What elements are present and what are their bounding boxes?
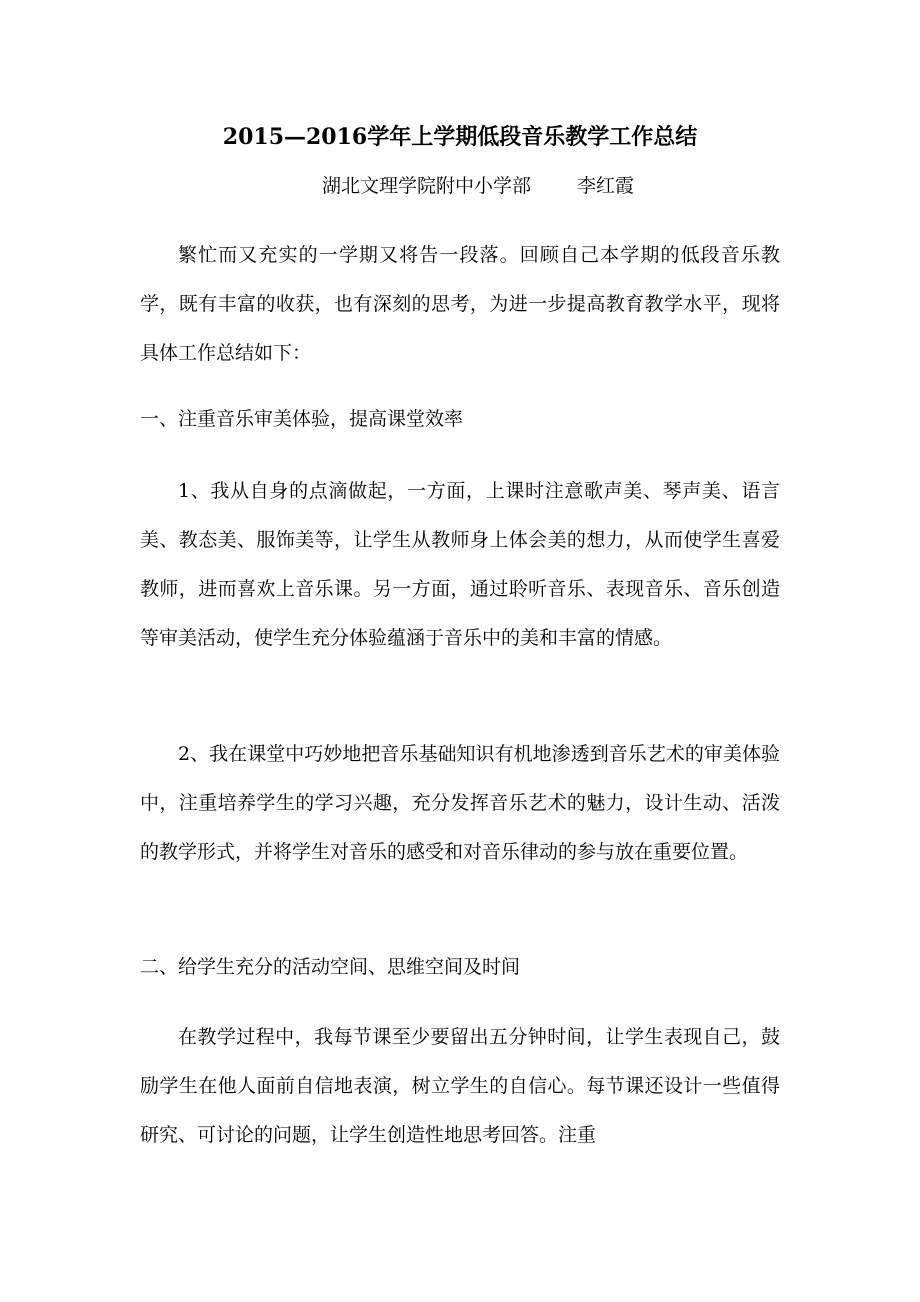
document-title: 2015—2016学年上学期低段音乐教学工作总结 [222,124,698,150]
intro-paragraph: 繁忙而又充实的一学期又将告一段落。回顾自己本学期的低段音乐教学，既有丰富的收获，也有深刻的思考，为进一步提高教育教学水平，现将具体工作总结如下： [140,244,780,364]
section-2-heading: 二、给学生充分的活动空间、思维空间及时间 [140,956,521,978]
section-1-item-1: 1、我从自身的点滴做起，一方面，上课时注意歌声美、琴声美、语言美、教态美、服饰美等，让学生从教师身上体会美的想力，从而使学生喜爱教师，进而喜欢上音乐课。另一方面，通过聆听音乐、表现音乐、音乐创造等审美活动，使学生充分体验蕴涵于音乐中的美和丰富的情感。 [140,480,780,649]
affiliation: 湖北文理学院附中小学部 [322,175,532,197]
section-1-heading: 一、注重音乐审美体验，提高课堂效率 [140,408,464,430]
author-line [322,166,634,206]
section-2-paragraph-1: 在教学过程中，我每节课至少要留出五分钟时间，让学生表现自己，鼓励学生在他人面前自信地表演，树立学生的自信心。每节课还设计一些值得研究、可讨论的问题，让学生创造性地思考回答。注重 [140,1026,780,1146]
author-name: 李红霞 [577,175,635,197]
section-1-item-2: 2、我在课堂中巧妙地把音乐基础知识有机地渗透到音乐艺术的审美体验中，注重培养学生的学习兴趣，充分发挥音乐艺术的魅力，设计生动、活泼的教学形式，并将学生对音乐的感受和对音乐律动的参与放在重要位置。 [140,743,780,863]
